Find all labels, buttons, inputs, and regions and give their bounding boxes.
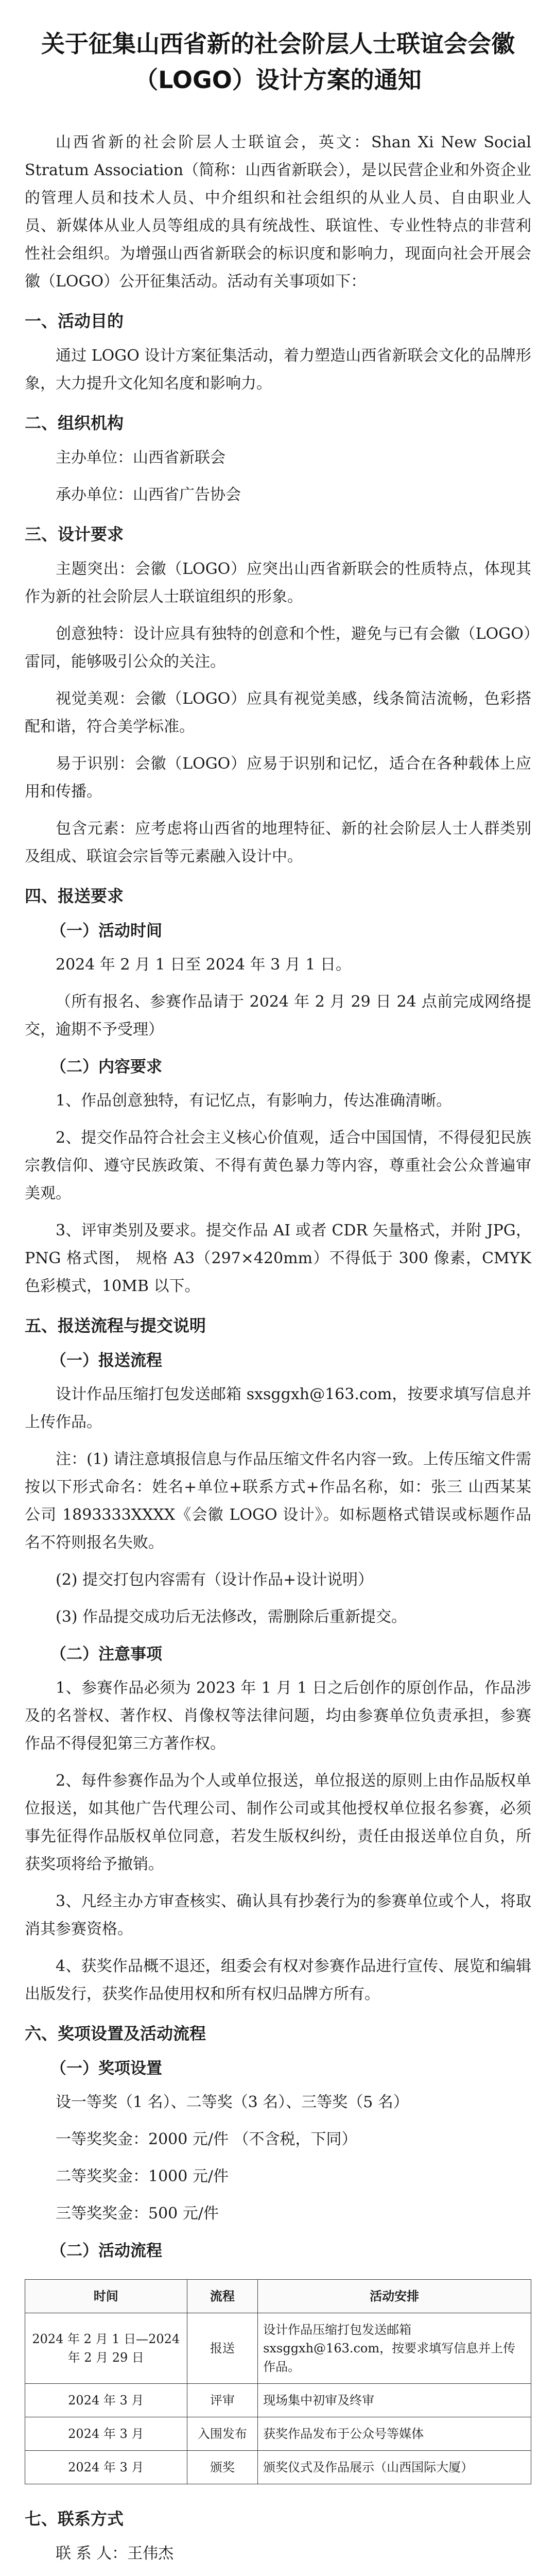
organizer-line: 承办单位：山西省广告协会: [56, 486, 241, 504]
table-row: [25, 2417, 531, 2451]
purpose-paragraph: 通过 LOGO 设计方案征集活动，着力塑造山西省新联会文化的品牌形象，大力提升文化知名度和影响力。: [25, 347, 531, 393]
process-note-2: (2) 提交打包内容需有（设计作品+设计说明）: [56, 1571, 374, 1589]
page-title: 关于征集山西省新的社会阶层人士联谊会会徽（LOGO）设计方案的通知: [41, 30, 515, 94]
requirement-theme: 主题突出：会徽（LOGO）应突出山西省新联会的性质特点，体现其作为新的社会阶层人士联谊组织的形象。: [25, 560, 531, 606]
table-row: [25, 2313, 531, 2384]
section-heading-design-requirements: 三、设计要求: [25, 524, 124, 544]
subheading-content-requirements: （二）内容要求: [50, 1058, 162, 1076]
note-item-1: 1、参赛作品必须为 2023 年 1 月 1 日之后创作的原创作品，作品涉及的名誉权、著作权、肖像权等法律问题，均由参赛单位负责承担，参赛作品不得侵犯第三方著作权。: [25, 1679, 531, 1753]
contact-person: 联 系 人：王伟杰: [56, 2545, 174, 2563]
subheading-award-settings: （一）奖项设置: [50, 2059, 162, 2078]
note-item-3: 3、凡经主办方审查核实、确认具有抄袭行为的参赛单位或个人，将取消其参赛资格。: [25, 1892, 531, 1938]
note-item-4: 4、获奖作品概不退还，组委会有权对参赛作品进行宣传、展览和编辑出版发行，获奖作品使用权和所有权归品牌方所有。: [25, 1957, 531, 2003]
award-second: 二等奖奖金：1000 元/件: [56, 2167, 229, 2185]
requirement-elements: 包含元素：应考虑将山西省的地理特征、新的社会阶层人士人群类别及组成、联谊会宗旨等元素融入设计中。: [25, 820, 531, 866]
subheading-process: （一）报送流程: [50, 1351, 162, 1370]
subheading-activity-flow: （二）活动流程: [50, 2242, 162, 2260]
section-heading-purpose: 一、活动目的: [25, 311, 124, 331]
activity-flow-table-wrap: [25, 2279, 531, 2484]
cell-process: 颁奖: [187, 2451, 258, 2484]
content-requirement-3: 3、评审类别及要求。提交作品 AI 或者 CDR 矢量格式，并附 JPG，PNG 格式图， 规格 A3（297×420mm）不得低于 300 像素，CMYK 色彩模式，10MB 以下。: [25, 1222, 531, 1295]
cell-arrangement: 获奖作品发布于公众号等媒体: [258, 2417, 531, 2451]
process-paragraph: 设计作品压缩打包发送邮箱 sxsggxh@163.com，按要求填写信息并上传作品。: [25, 1385, 531, 1431]
activity-time: 2024 年 2 月 1 日至 2024 年 3 月 1 日。: [56, 956, 351, 974]
cell-time: 2024 年 3 月: [25, 2451, 187, 2484]
table-header-row: [25, 2280, 531, 2313]
section-heading-submission-requirements: 四、报送要求: [25, 886, 124, 906]
header-time: 时间: [25, 2280, 187, 2313]
cell-arrangement: 颁奖仪式及作品展示（山西国际大厦）: [258, 2451, 531, 2484]
award-first: 一等奖奖金：2000 元/件 （不含税，下同）: [56, 2130, 357, 2148]
cell-process: 报送: [187, 2313, 258, 2384]
content-requirement-2: 2、提交作品符合社会主义核心价值观，适合中国国情，不得侵犯民族宗教信仰、遵守民族政策、不得有黄色暴力等内容，尊重社会公众普遍审美观。: [25, 1129, 531, 1202]
section-heading-submission-process: 五、报送流程与提交说明: [25, 1316, 206, 1335]
award-summary: 设一等奖（1 名）、二等奖（3 名）、三等奖（5 名）: [56, 2093, 409, 2111]
award-third: 三等奖奖金：500 元/件: [56, 2205, 219, 2223]
cell-process: 入围发布: [187, 2417, 258, 2451]
activity-time-note: （所有报名、参赛作品请于 2024 年 2 月 29 日 24 点前完成网络提交，逾期不予受理）: [25, 993, 531, 1039]
activity-flow-table: [25, 2279, 531, 2484]
process-note-1: 注：(1) 请注意填报信息与作品压缩文件名内容一致。上传压缩文件需按以下形式命名：姓名+单位+联系方式+作品名称，如：张三 山西某某公司 1893333XXXX《会徽 LOGO 设计》。如标题格式错误或标题作品名不符则报名失败。: [25, 1450, 531, 1552]
header-arrangement: 活动安排: [258, 2280, 531, 2313]
cell-time: 2024 年 2 月 1 日—2024 年 2 月 29 日: [25, 2313, 187, 2384]
table-row: [25, 2451, 531, 2484]
cell-time: 2024 年 3 月: [25, 2384, 187, 2417]
cell-time: 2024 年 3 月: [25, 2417, 187, 2451]
host-line: 主办单位：山西省新联会: [56, 449, 225, 467]
subheading-activity-time: （一）活动时间: [50, 922, 162, 940]
cell-process: 评审: [187, 2384, 258, 2417]
section-heading-awards: 六、奖项设置及活动流程: [25, 2024, 206, 2043]
requirement-creativity: 创意独特：设计应具有独特的创意和个性，避免与已有会徽（LOGO）雷同，能够吸引公众的关注。: [25, 625, 531, 671]
note-item-2: 2、每件参赛作品为个人或单位报送，单位报送的原则上由作品版权单位报送，如其他广告代理公司、制作公司或其他授权单位报名参赛，必须事先征得作品版权单位同意，若发生版权纠纷，责任由报送单位自负，所获奖项将给予撤销。: [25, 1772, 531, 1873]
section-heading-organization: 二、组织机构: [25, 413, 124, 433]
intro-paragraph: 山西省新的社会阶层人士联谊会，英文：Shan Xi New Social Stratum Association（简称：山西省新联会），是以民营企业和外资企业的管理人员和技术人员、中介组织和社会组织的从业人员、自由职业人员、新媒体从业人员等组成的具有统战性、联谊性、专业性特点的非营利性社会组织。为增强山西省新联会的标识度和影响力，现面向社会开展会徽（LOGO）公开征集活动。活动有关事项如下：: [25, 133, 531, 291]
content-requirement-1: 1、作品创意独特，有记忆点，有影响力，传达准确清晰。: [56, 1092, 452, 1110]
requirement-recognition: 易于识别：会徽（LOGO）应易于识别和记忆，适合在各种载体上应用和传播。: [25, 755, 531, 801]
section-heading-contact: 七、联系方式: [25, 2509, 124, 2529]
requirement-visual: 视觉美观：会徽（LOGO）应具有视觉美感，线条简洁流畅，色彩搭配和谐，符合美学标准。: [25, 690, 531, 736]
header-process: 流程: [187, 2280, 258, 2313]
process-note-3: (3) 作品提交成功后无法修改，需删除后重新提交。: [56, 1608, 407, 1626]
subheading-notes: （二）注意事项: [50, 1645, 162, 1664]
cell-arrangement: 设计作品压缩打包发送邮箱 sxsggxh@163.com，按要求填写信息并上传作品。: [258, 2313, 531, 2384]
cell-arrangement: 现场集中初审及终审: [258, 2384, 531, 2417]
table-row: [25, 2384, 531, 2417]
